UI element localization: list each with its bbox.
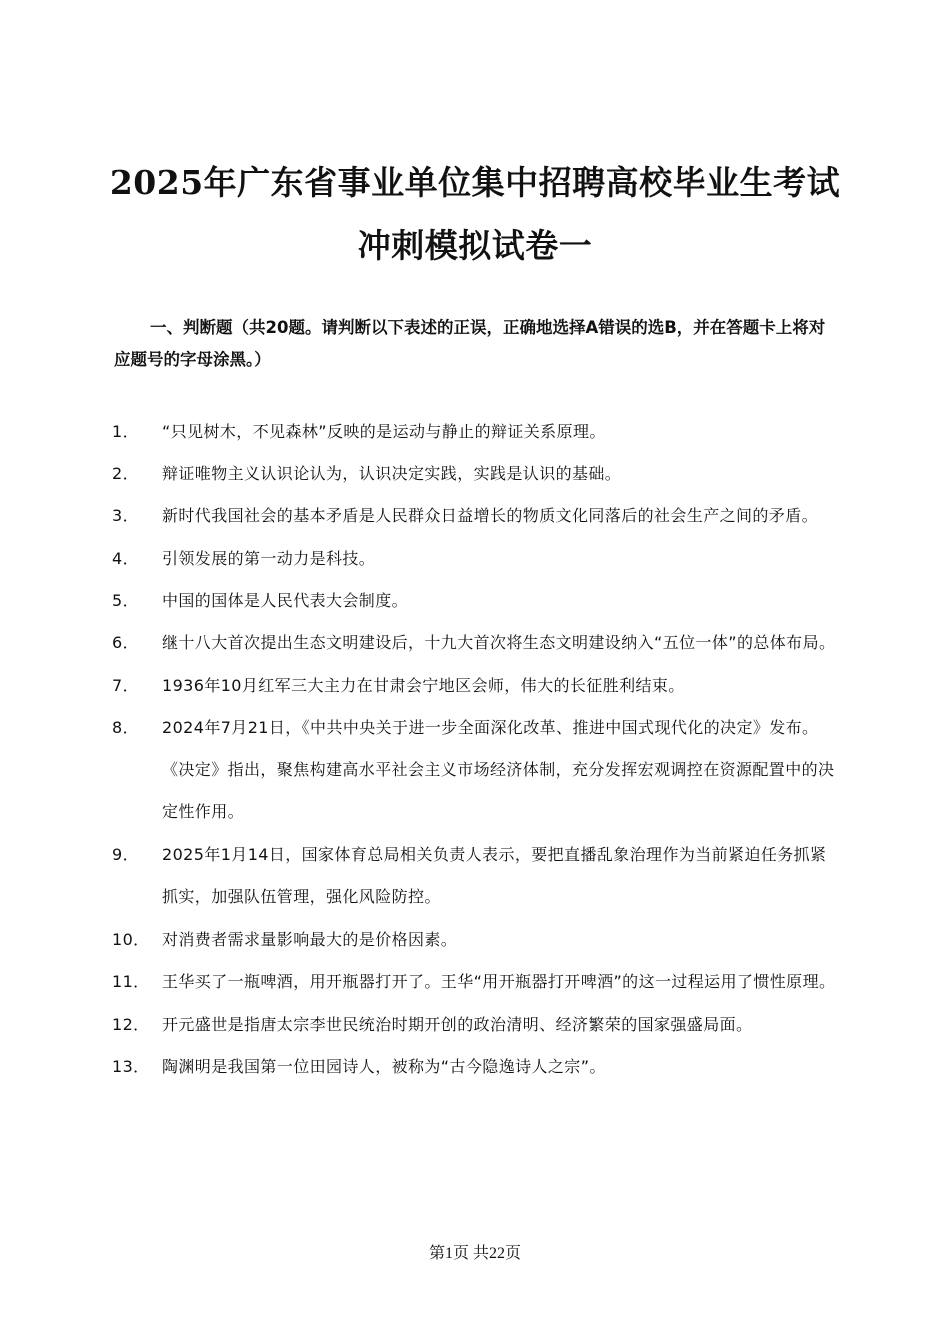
question-item [112, 706, 840, 833]
section-instructions: 一、判断题（共20题。请判断以下表述的正误，正确地选择A错误的选B，并在答题卡上将对应题号的字母涂黑。） [114, 318, 826, 369]
question-number: 3． [112, 506, 139, 525]
question-number: 4． [112, 549, 139, 568]
question-item [112, 1003, 840, 1045]
question-item [112, 494, 840, 537]
question-item [112, 918, 840, 960]
question-text: 新时代我国社会的基本矛盾是人民群众日益增长的物质文化同落后的社会生产之间的矛盾。 [162, 506, 819, 525]
question-number: 10． [112, 930, 150, 949]
question-number: 8． [112, 718, 139, 737]
question-text: 开元盛世是指唐太宗李世民统治时期开创的政治清明、经济繁荣的国家强盛局面。 [162, 1015, 753, 1034]
question-number: 7． [112, 676, 139, 695]
question-text: 1936年10月红军三大主力在甘肃会宁地区会师，伟大的长征胜利结束。 [162, 676, 685, 695]
question-text: 2025年1月14日，国家体育总局相关负责人表示，要把直播乱象治理作为当前紧迫任务抓紧抓实，加强队伍管理，强化风险防控。 [162, 845, 827, 906]
question-number: 11． [112, 972, 150, 991]
question-text: 辩证唯物主义认识论认为，认识决定实践，实践是认识的基础。 [162, 464, 622, 483]
question-text: 中国的国体是人民代表大会制度。 [162, 591, 409, 610]
question-number: 2． [112, 464, 139, 483]
question-number: 1． [112, 422, 139, 441]
question-item [112, 452, 840, 494]
question-text: 陶渊明是我国第一位田园诗人，被称为“古今隐逸诗人之宗”。 [162, 1057, 606, 1076]
question-item [112, 833, 840, 918]
question-item [112, 537, 840, 579]
question-list [112, 410, 840, 1087]
page-footer: 第1页 共22页 [428, 1245, 521, 1262]
document-title-line2: 冲刺模拟试卷一 [357, 226, 593, 265]
question-text: 引领发展的第一动力是科技。 [162, 549, 376, 568]
question-number: 6． [112, 633, 139, 652]
question-text: 王华买了一瓶啤酒，用开瓶器打开了。王华“用开瓶器打开啤酒”的这一过程运用了惯性原理。 [162, 972, 836, 991]
question-item [112, 664, 840, 706]
question-text: 继十八大首次提出生态文明建设后，十九大首次将生态文明建设纳入“五位一体”的总体布局。 [162, 633, 836, 652]
question-text: 2024年7月21日，《中共中央关于进一步全面深化改革、推进中国式现代化的决定》发布。《决定》指出，聚焦构建高水平社会主义市场经济体制，充分发挥宏观调控在资源配置中的决定性作用。 [162, 718, 835, 821]
question-number: 12． [112, 1015, 150, 1034]
question-item [112, 1045, 840, 1087]
document-title-line1: 2025年广东省事业单位集中招聘高校毕业生考试 [109, 163, 841, 202]
question-item [112, 621, 840, 664]
question-number: 5． [112, 591, 139, 610]
question-item [112, 579, 840, 621]
question-number: 13． [112, 1057, 150, 1076]
question-item [112, 960, 840, 1003]
question-number: 9． [112, 845, 139, 864]
question-text: 对消费者需求量影响最大的是价格因素。 [162, 930, 458, 949]
question-item [112, 410, 840, 452]
question-text: “只见树木，不见森林”反映的是运动与静止的辩证关系原理。 [162, 422, 606, 441]
